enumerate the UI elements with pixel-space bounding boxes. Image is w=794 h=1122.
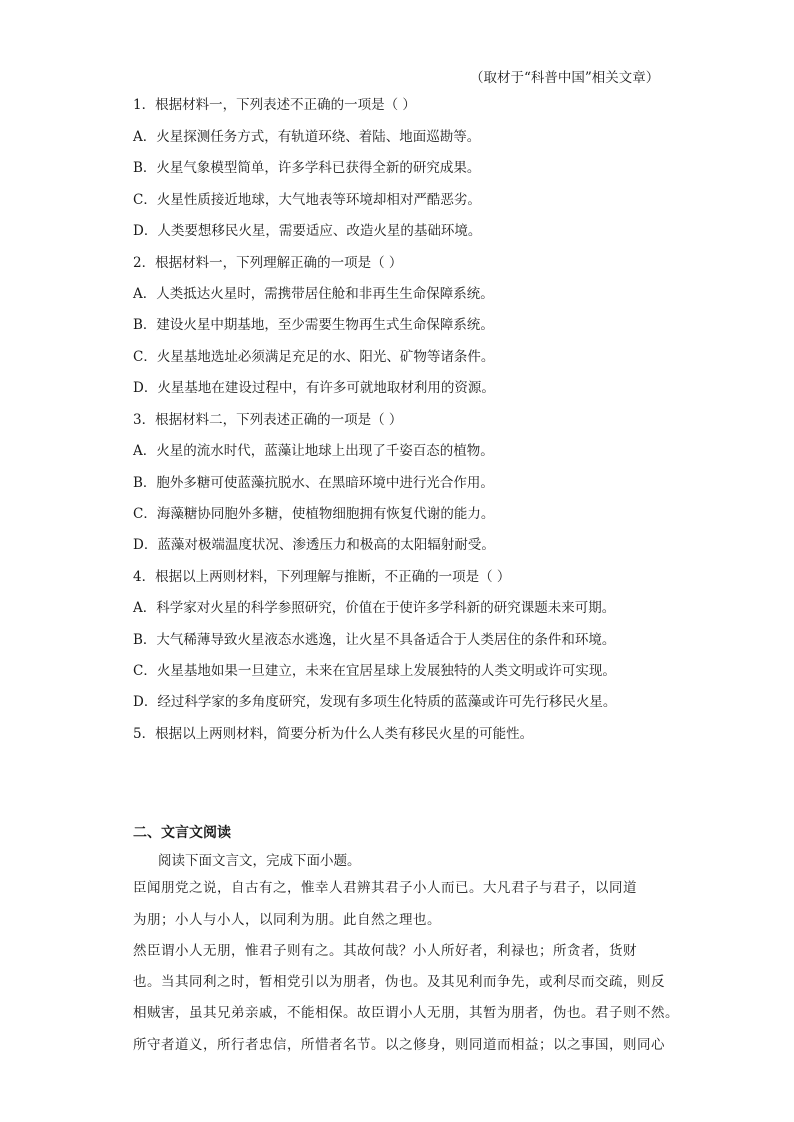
question-1-option-c: C．火星性质接近地球，大气地表等环境却相对严酷恶劣。 xyxy=(133,192,481,208)
question-2-option-d: D．火星基地在建设过程中，有许多可就地取材利用的资源。 xyxy=(133,380,495,396)
question-4-option-a: A．科学家对火星的科学参照研究，价值在于使许多学科新的研究课题未来可期。 xyxy=(133,600,616,616)
question-1-option-a: A．火星探测任务方式，有轨道环绕、着陆、地面巡勘等。 xyxy=(133,129,481,145)
question-3-option-d: D．蓝藻对极端温度状况、渗透压力和极高的太阳辐射耐受。 xyxy=(133,537,495,553)
question-4-stem: 4．根据以上两则材料，下列理解与推断，不正确的一项是（ ） xyxy=(133,569,511,585)
question-1-option-b: B．火星气象模型简单，许多学科已获得全新的研究成果。 xyxy=(133,160,481,176)
source-note: （取材于“科普中国”相关文章） xyxy=(470,70,660,86)
classical-text-line: 然臣谓小人无朋，惟君子则有之。其故何哉？小人所好者，利禄也；所贪者，货财 xyxy=(133,943,637,959)
question-2-option-b: B．建设火星中期基地，至少需要生物再生式生命保障系统。 xyxy=(133,317,494,333)
question-5-stem: 5．根据以上两则材料，简要分析为什么人类有移民火星的可能性。 xyxy=(133,726,534,742)
question-1-stem: 1．根据材料一，下列表述不正确的一项是（ ） xyxy=(133,97,416,113)
question-1-option-d: D．人类要想移民火星，需要适应、改造火星的基础环境。 xyxy=(133,223,482,239)
question-3-option-c: C．海藻糖协同胞外多糖，使植物细胞拥有恢复代谢的能力。 xyxy=(133,506,495,522)
question-2-stem: 2．根据材料一，下列理解正确的一项是（ ） xyxy=(133,255,403,271)
classical-text-line: 为朋；小人与小人，以同利为朋。此自然之理也。 xyxy=(133,912,441,928)
question-2-option-a: A．人类抵达火星时，需携带居住舱和非再生生命保障系统。 xyxy=(133,286,494,302)
classical-text-line: 臣闻朋党之说，自古有之，惟幸人君辨其君子小人而已。大凡君子与君子，以同道 xyxy=(133,880,637,896)
reading-instruction: 阅读下面文言文，完成下面小题。 xyxy=(158,853,361,869)
question-3-option-a: A．火星的流水时代，蓝藻让地球上出现了千姿百态的植物。 xyxy=(133,443,494,459)
question-4-option-d: D．经过科学家的多角度研究，发现有多项生化特质的蓝藻或许可先行移民火星。 xyxy=(133,694,617,710)
question-4-option-c: C．火星基地如果一旦建立，未来在宜居星球上发展独特的人类文明或许可实现。 xyxy=(133,663,616,679)
question-2-option-c: C．火星基地选址必须满足充足的水、阳光、矿物等诸条件。 xyxy=(133,349,495,365)
section-title: 二、文言文阅读 xyxy=(133,825,231,841)
classical-text-line: 相贼害，虽其兄弟亲戚，不能相保。故臣谓小人无朋，其暂为朋者，伪也。君子则不然。 xyxy=(133,1005,679,1021)
question-3-stem: 3．根据材料二，下列表述正确的一项是（ ） xyxy=(133,412,403,428)
classical-text-line: 所守者道义，所行者忠信，所惜者名节。以之修身，则同道而相益；以之事国，则同心 xyxy=(133,1037,665,1053)
question-3-option-b: B．胞外多糖可使蓝藻抗脱水、在黑暗环境中进行光合作用。 xyxy=(133,475,494,491)
classical-text-line: 也。当其同利之时，暂相党引以为朋者，伪也。及其见利而争先，或利尽而交疏，则反 xyxy=(133,974,665,990)
question-4-option-b: B．大气稀薄导致火星液态水逃逸，让火星不具备适合于人类居住的条件和环境。 xyxy=(133,632,616,648)
